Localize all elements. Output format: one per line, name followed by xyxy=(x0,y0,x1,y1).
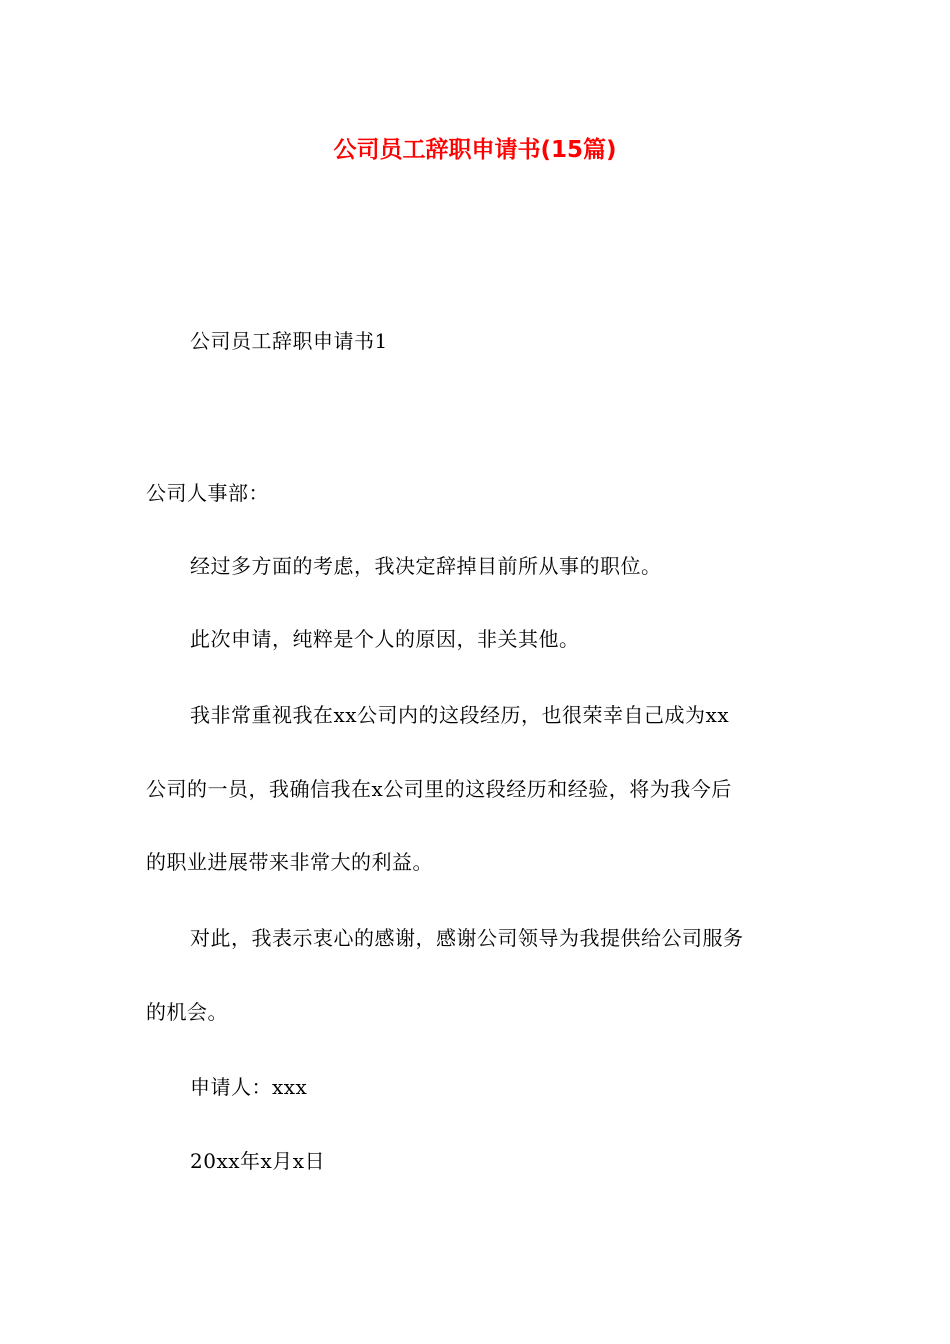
paragraph-1: 经过多方面的考虑，我决定辞掉目前所从事的职位。 xyxy=(190,554,662,578)
application-date: 20xx年x月x日 xyxy=(190,1149,326,1173)
applicant-signature: 申请人：xxx xyxy=(190,1075,308,1099)
paragraph-2: 此次申请，纯粹是个人的原因，非关其他。 xyxy=(190,627,580,651)
paragraph-4-line-1: 对此，我表示衷心的感谢，感谢公司领导为我提供给公司服务 xyxy=(190,926,744,950)
section-heading: 公司员工辞职申请书1 xyxy=(190,329,388,353)
paragraph-4-line-2: 的机会。 xyxy=(146,1000,228,1024)
paragraph-3-line-3: 的职业进展带来非常大的利益。 xyxy=(146,850,433,874)
paragraph-3-line-2: 公司的一员，我确信我在x公司里的这段经历和经验，将为我今后 xyxy=(146,777,732,801)
salutation: 公司人事部： xyxy=(146,481,269,505)
document-title: 公司员工辞职申请书(15篇) xyxy=(333,137,617,163)
paragraph-3-line-1: 我非常重视我在xx公司内的这段经历，也很荣幸自己成为xx xyxy=(190,703,730,727)
